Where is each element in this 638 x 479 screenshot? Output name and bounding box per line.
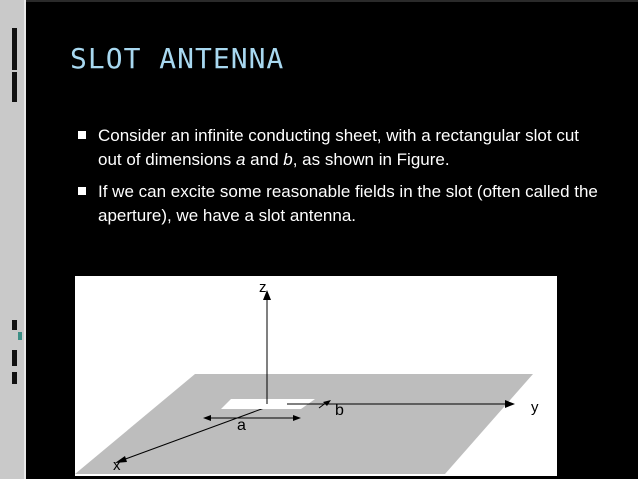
var-b: b — [283, 150, 293, 169]
decor-block — [12, 320, 17, 330]
y-axis-label: y — [531, 399, 539, 416]
decor-block — [12, 72, 17, 102]
decor-block — [12, 372, 17, 384]
decor-block — [12, 28, 17, 70]
var-a: a — [235, 150, 246, 169]
conducting-sheet — [75, 374, 533, 474]
bullet-text: , as shown in Figure. — [292, 150, 450, 169]
top-line — [26, 0, 638, 2]
decor-block — [12, 350, 17, 366]
bullet-text: If we can excite some reasonable fields in the slot (often called the aperture), we have a slot antenna. — [98, 182, 598, 225]
bullet-text: and — [245, 150, 284, 169]
dimension-label-b: b — [335, 402, 344, 419]
left-edge-line — [24, 0, 26, 479]
bullet-item — [78, 124, 598, 172]
square-bullet-icon — [78, 131, 86, 139]
bullet-item — [78, 180, 598, 228]
y-axis-arrow — [505, 400, 515, 408]
bullet-text: Consider an infinite conducting sheet, with a rectangular slot cut out of dimensions — [98, 126, 579, 169]
z-axis-label: z — [259, 279, 267, 296]
dimension-label-a: a — [237, 417, 246, 434]
bullet-list — [78, 124, 598, 236]
slide-title: SLOT ANTENNA — [70, 42, 285, 75]
slot-antenna-diagram — [75, 276, 557, 476]
x-axis-label: x — [113, 457, 121, 474]
decor-block-teal — [18, 332, 22, 340]
square-bullet-icon — [78, 187, 86, 195]
slot-antenna-figure — [75, 276, 557, 476]
